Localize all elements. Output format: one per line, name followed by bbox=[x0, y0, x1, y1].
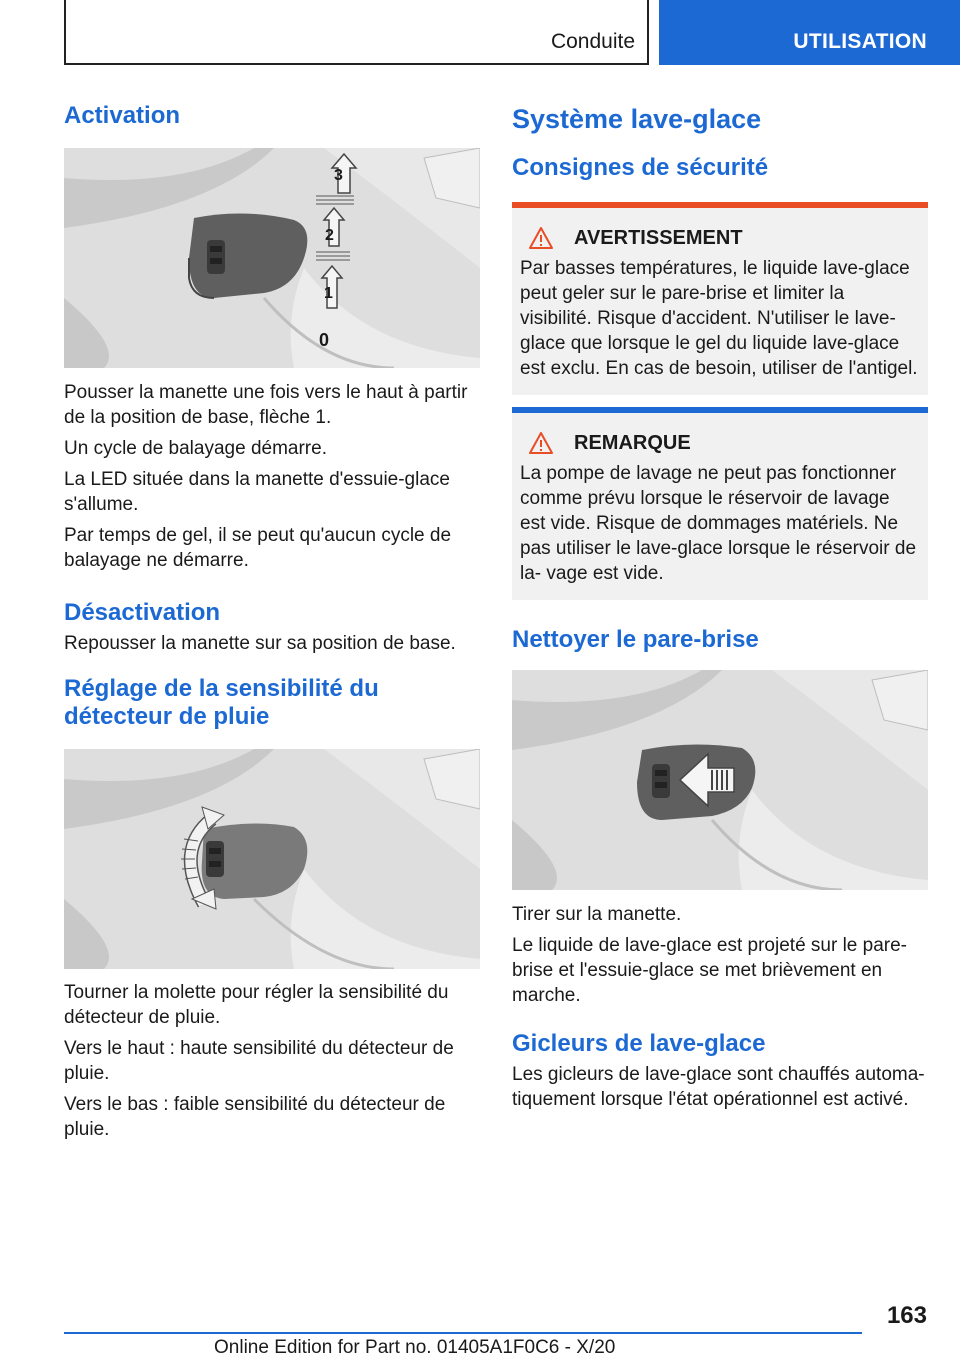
wiper-lever-pull-figure bbox=[512, 670, 928, 890]
header-chapter-label: UTILISATION bbox=[793, 30, 927, 53]
footer-divider bbox=[64, 1332, 862, 1334]
rain-sensor-paragraph-1: Tourner la molette pour régler la sensibilité du détecteur de pluie. bbox=[64, 982, 449, 1028]
remark-bar bbox=[512, 407, 928, 413]
clean-paragraph-1: Tirer sur la manette. bbox=[512, 904, 682, 925]
wiper-lever-activation-figure bbox=[64, 148, 480, 368]
washer-system-heading: Système lave-glace bbox=[512, 104, 762, 134]
left-column bbox=[64, 100, 480, 1142]
activation-paragraph-1: Pousser la manette une fois vers le haut à partir de la position de base, flèche 1. bbox=[64, 382, 468, 428]
rain-sensor-wheel-figure bbox=[64, 749, 480, 969]
rain-sensor-heading-line-2: détecteur de pluie bbox=[64, 703, 270, 730]
fig1-label-1: 1 bbox=[324, 285, 333, 302]
safety-heading: Consignes de sécurité bbox=[512, 154, 769, 181]
remark-title: REMARQUE bbox=[574, 431, 691, 454]
rain-sensor-paragraph-3: Vers le bas : faible sensibilité du détecteur de pluie. bbox=[64, 1094, 446, 1140]
warning-triangle-icon bbox=[528, 226, 554, 250]
desactivation-heading: Désactivation bbox=[64, 599, 221, 626]
remark-text: La pompe de lavage ne peut pas fonctionner comme prévu lorsque le réservoir de lavage est vide. Risque de dommages matériels. Ne pas utiliser le lave-glace lorsque le réservoir de la- vage est vide. bbox=[520, 463, 917, 584]
activation-paragraph-3: La LED située dans la manette d'essuie-glace s'allume. bbox=[64, 469, 450, 515]
fig1-label-3: 3 bbox=[334, 167, 343, 184]
warning-box bbox=[512, 202, 928, 395]
warning-bar bbox=[512, 202, 928, 208]
clean-windshield-heading: Nettoyer le pare-brise bbox=[512, 626, 759, 653]
fig1-label-2: 2 bbox=[325, 227, 334, 244]
header-section-tab bbox=[64, 0, 649, 65]
warning-text: Par basses températures, le liquide lave-glace peut geler sur le pare-brise et limiter la visibilité. Risque d'accident. N'utiliser le lave-glace que lorsque le gel du liquide lave-glace est exclu. En cas de besoin, utiliser de l'antigel. bbox=[520, 258, 918, 379]
remark-box bbox=[512, 407, 928, 600]
rain-sensor-paragraph-2: Vers le haut : haute sensibilité du détecteur de pluie. bbox=[64, 1038, 454, 1084]
activation-heading: Activation bbox=[64, 102, 181, 129]
header-section-label: Conduite bbox=[550, 30, 635, 53]
warning-title: AVERTISSEMENT bbox=[574, 226, 743, 249]
nozzles-paragraph-1: Les gicleurs de lave-glace sont chauffés automa- tiquement lorsque l'état opérationnel est activé. bbox=[512, 1064, 925, 1110]
footer-edition-text: Online Edition for Part no. 01405A1F0C6 - X/20 bbox=[214, 1337, 616, 1358]
header-chapter-tab bbox=[659, 0, 960, 65]
fig1-label-0: 0 bbox=[319, 330, 330, 350]
warning-triangle-icon bbox=[528, 431, 554, 455]
activation-paragraph-4: Par temps de gel, il se peut qu'aucun cycle de balayage ne démarre. bbox=[64, 525, 452, 571]
page-number: 163 bbox=[886, 1302, 927, 1329]
desactivation-paragraph-1: Repousser la manette sur sa position de base. bbox=[64, 633, 456, 654]
rain-sensor-heading bbox=[64, 675, 480, 731]
right-column bbox=[512, 100, 928, 1112]
nozzles-heading: Gicleurs de lave-glace bbox=[512, 1030, 766, 1057]
rain-sensor-heading-line-1: Réglage de la sensibilité du bbox=[64, 675, 379, 702]
clean-paragraph-2: Le liquide de lave-glace est projeté sur le pare- brise et l'essuie-glace se met brièvement en marche. bbox=[512, 935, 908, 1006]
activation-paragraph-2: Un cycle de balayage démarre. bbox=[64, 438, 327, 459]
